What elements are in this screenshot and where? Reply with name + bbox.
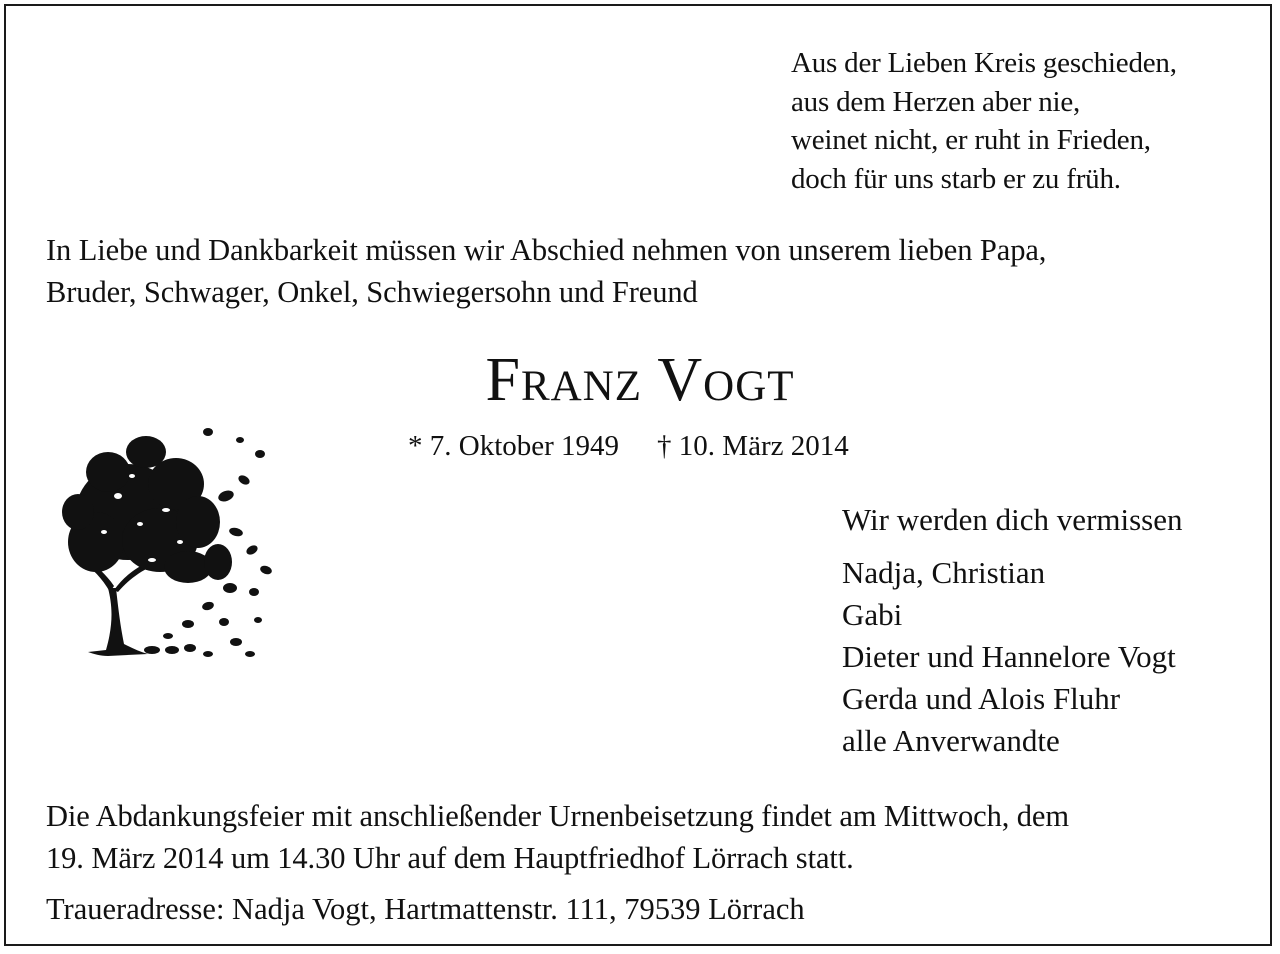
intro-line: In Liebe und Dankbarkeit müssen wir Abschied nehmen von unserem lieben Papa, — [46, 233, 1047, 267]
mourner-name: Nadja, Christian — [842, 555, 1046, 590]
poem-line: doch für uns starb er zu früh. — [791, 162, 1121, 195]
mourner-name: alle Anverwandte — [842, 723, 1060, 758]
poem-line: Aus der Lieben Kreis geschieden, — [791, 47, 1177, 79]
birth-date: * 7. Oktober 1949 — [408, 430, 620, 462]
death-date: † 10. März 2014 — [657, 430, 849, 462]
intro-text — [46, 229, 1046, 313]
mourner-name: Dieter und Hannelore Vogt — [842, 639, 1176, 674]
mourner-name: Gabi — [842, 597, 903, 632]
deceased-name: Franz Vogt — [485, 346, 795, 414]
poem-line: aus dem Herzen aber nie, — [791, 85, 1081, 118]
ceremony-notice — [46, 795, 1069, 879]
ceremony-line: 19. März 2014 um 14.30 Uhr auf dem Hauptfriedhof Lörrach statt. — [46, 841, 854, 875]
life-dates — [408, 428, 849, 464]
poem-line: weinet nicht, er ruht in Frieden, — [791, 124, 1151, 156]
mourning-address: Traueradresse: Nadja Vogt, Hartmattenstr. 111, 79539 Lörrach — [46, 892, 805, 926]
memorial-poem — [791, 44, 1177, 198]
mourners-heading: Wir werden dich vermissen — [842, 502, 1183, 537]
mourners-list — [842, 552, 1176, 762]
mourner-name: Gerda und Alois Fluhr — [842, 681, 1121, 716]
tree-icon — [48, 392, 288, 672]
intro-line: Bruder, Schwager, Onkel, Schwiegersohn und Freund — [46, 275, 698, 309]
ceremony-line: Die Abdankungsfeier mit anschließender Urnenbeisetzung findet am Mittwoch, dem — [46, 799, 1069, 833]
